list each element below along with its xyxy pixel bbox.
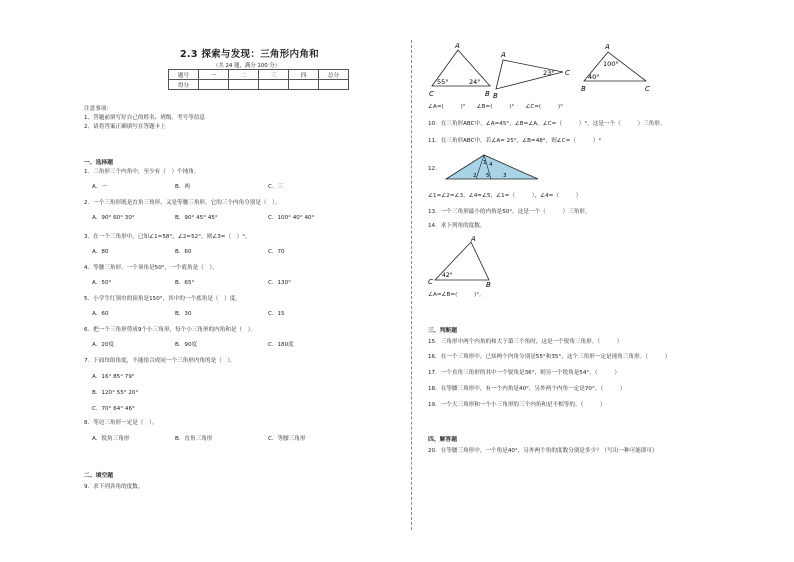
option-b[interactable]: B．90度 — [175, 342, 198, 348]
vertex-label: A — [471, 235, 476, 243]
option-c[interactable]: C．130° — [268, 280, 291, 286]
question: 3．在一个三角形中，已知∠1=58°，∠2=52°，则∠3=（ ）°。 — [84, 234, 251, 240]
score-cell: 三 — [259, 70, 289, 80]
triangle-figure-3 — [581, 40, 661, 100]
option-b[interactable]: B．直角三角形 — [175, 436, 213, 442]
triangle-figure-12 — [446, 152, 546, 182]
option-a[interactable]: A．50° — [92, 280, 112, 286]
vertex-label: B — [581, 85, 586, 93]
option-b[interactable]: B．65° — [175, 280, 195, 286]
option-c[interactable]: C．三 — [268, 184, 284, 190]
score-cell[interactable] — [289, 80, 319, 90]
option-a[interactable]: A．60 — [92, 311, 109, 317]
vertex-label: C — [645, 85, 650, 93]
option-b[interactable]: B．90° 45° 45° — [175, 215, 218, 221]
score-table — [168, 69, 349, 90]
option-a[interactable]: A．锐角三角形 — [92, 436, 130, 442]
question: 4．等腰三角形，一个顶角是50°，一个底角是（ ）。 — [84, 265, 218, 271]
score-cell[interactable] — [229, 80, 259, 90]
score-cell[interactable] — [199, 80, 229, 90]
score-cell: 一 — [199, 70, 229, 80]
option-c[interactable]: C．等腰三角形 — [268, 436, 306, 442]
question: 2．一个三角形既是直角三角形，又是等腰三角形，它的三个内角分别是（ ）。 — [84, 200, 281, 206]
angle-label: 23° — [543, 69, 555, 77]
angle-label: 24° — [469, 78, 481, 86]
question: 15．三角形中两个内角的和大于第三个角时，这是一个锐角三角形。（ ） — [428, 339, 623, 345]
option-b[interactable]: B．30 — [175, 311, 192, 317]
score-cell: 总分 — [319, 70, 349, 80]
vertex-label: B — [493, 92, 498, 100]
vertex-label: C — [565, 69, 570, 77]
section-heading: 二、填空题 — [84, 473, 113, 479]
question-label: 12． — [428, 166, 441, 172]
triangle-figure-2 — [493, 46, 583, 100]
question: 17．一个直角三角形的其中一个锐角是36°，则另一个锐角是54°。（ ） — [428, 370, 620, 376]
answer-blanks[interactable]: ∠A=∠B=( )°。 — [428, 292, 485, 298]
option-a[interactable]: A．一 — [92, 184, 108, 190]
notes-heading: 注意事项： — [84, 106, 112, 112]
column-divider — [411, 40, 412, 530]
vertex-label: B — [486, 281, 491, 289]
section-heading: 三、判断题 — [428, 328, 457, 334]
score-cell: 题号 — [169, 70, 199, 80]
question: 11．在三角形ABC中，若∠A= 25°，∠B=48°，则∠C=（ ）° — [428, 138, 602, 144]
question: 9．求下列各角的度数。 — [84, 484, 144, 490]
option-a[interactable]: A．80 — [92, 249, 109, 255]
question: 6．把一个三角形剪成9个小三角形，每个小三角形的内角和是（ ）。 — [84, 327, 257, 333]
score-cell[interactable] — [319, 80, 349, 90]
question: 18．在等腰三角形中，有一个内角是40°，另外两个内角一定是70°。（ ） — [428, 386, 626, 392]
angle-label: 55° — [437, 78, 449, 86]
score-cell: 四 — [289, 70, 319, 80]
option-c[interactable]: C．70° 64° 46° — [92, 406, 135, 412]
page-subtitle: （共 24 题，满分 100 分） — [213, 63, 281, 69]
question: 5．小学生红领巾的顶角是150°，其中的一个底角是（ ）度。 — [84, 296, 241, 302]
option-c[interactable]: C．70 — [268, 249, 285, 255]
angle-number: 5 — [486, 173, 490, 179]
option-a[interactable]: A．16° 85° 79° — [92, 374, 135, 380]
score-table-header-row — [169, 70, 349, 80]
angle-label: 100° — [603, 60, 619, 68]
angle-label: 40° — [588, 73, 600, 81]
page-title: 2.3 探索与发现：三角形内角和 — [180, 49, 319, 60]
option-b[interactable]: B．两 — [175, 184, 191, 190]
angle-number: 4 — [489, 162, 493, 168]
vertex-label: C — [429, 90, 434, 98]
score-cell: 得分 — [169, 80, 199, 90]
question: 13．一个三角形最小的内角是50°，这是一个（ ）三角形。 — [428, 209, 591, 215]
angle-number: 3 — [503, 173, 507, 179]
option-c[interactable]: C．180度 — [268, 342, 294, 348]
triangle-figure-14 — [428, 236, 508, 288]
score-cell: 二 — [229, 70, 259, 80]
question: 14．求下列角的度数。 — [428, 223, 486, 229]
question: 1．三角形三个内角中，至少有（ ）个钝角。 — [84, 169, 200, 175]
question: 16．在一个三角形中，已知两个内角分别是55°和35°，这个三角形一定是钝角三角形。（ ） — [428, 354, 671, 360]
question: 19．一个大三角形和一个小三角形的三个内角和是不相等的。（ ） — [428, 402, 606, 408]
option-a[interactable]: A．20度 — [92, 342, 115, 348]
question: 8．等边三角形一定是（ ）。 — [84, 420, 158, 426]
question: 20．在等腰三角形中，一个角是40°，另外两个角的度数分别是多少？（写出一种可能即可） — [428, 448, 658, 454]
option-c[interactable]: C．100° 40° 40° — [268, 215, 315, 221]
section-heading: 一、选择题 — [84, 160, 113, 166]
answer-blanks[interactable]: ∠1=∠2=∠3，∠4=∠5，∠1=（ ），∠4=（ ） — [428, 193, 582, 199]
option-b[interactable]: B．120° 55° 20° — [92, 390, 139, 396]
question: 10．在三角形ABC中，∠A=45°，∠B=∠A，∠C=（ ）°，这是一个（ ）三角形。 — [428, 121, 666, 127]
answer-blanks[interactable]: ∠A=( )° ∠B=( )° ∠C=( )° — [428, 104, 563, 110]
angle-number: 1 — [483, 160, 487, 166]
section-heading: 四、解答题 — [428, 437, 457, 443]
score-table-score-row — [169, 80, 349, 90]
vertex-label: B — [485, 90, 490, 98]
score-cell[interactable] — [259, 80, 289, 90]
option-a[interactable]: A．90° 60° 30° — [92, 215, 135, 221]
angle-label: 42° — [442, 272, 453, 279]
option-c[interactable]: C．15 — [268, 311, 285, 317]
question: 7．下面每组角度，不能组合成同一个三角形内角的是（ ）。 — [84, 358, 236, 364]
angle-number: 2 — [473, 173, 477, 179]
vertex-label: A — [455, 42, 460, 50]
vertex-label: A — [501, 51, 506, 59]
notes-item: 2、请将答案正确填写在答题卡上 — [84, 124, 166, 130]
notes-item: 1、答题前填写好自己的姓名、班级、考号等信息 — [84, 115, 206, 121]
vertex-label: A — [605, 43, 610, 51]
option-b[interactable]: B．60 — [175, 249, 192, 255]
vertex-label: C — [428, 278, 433, 286]
